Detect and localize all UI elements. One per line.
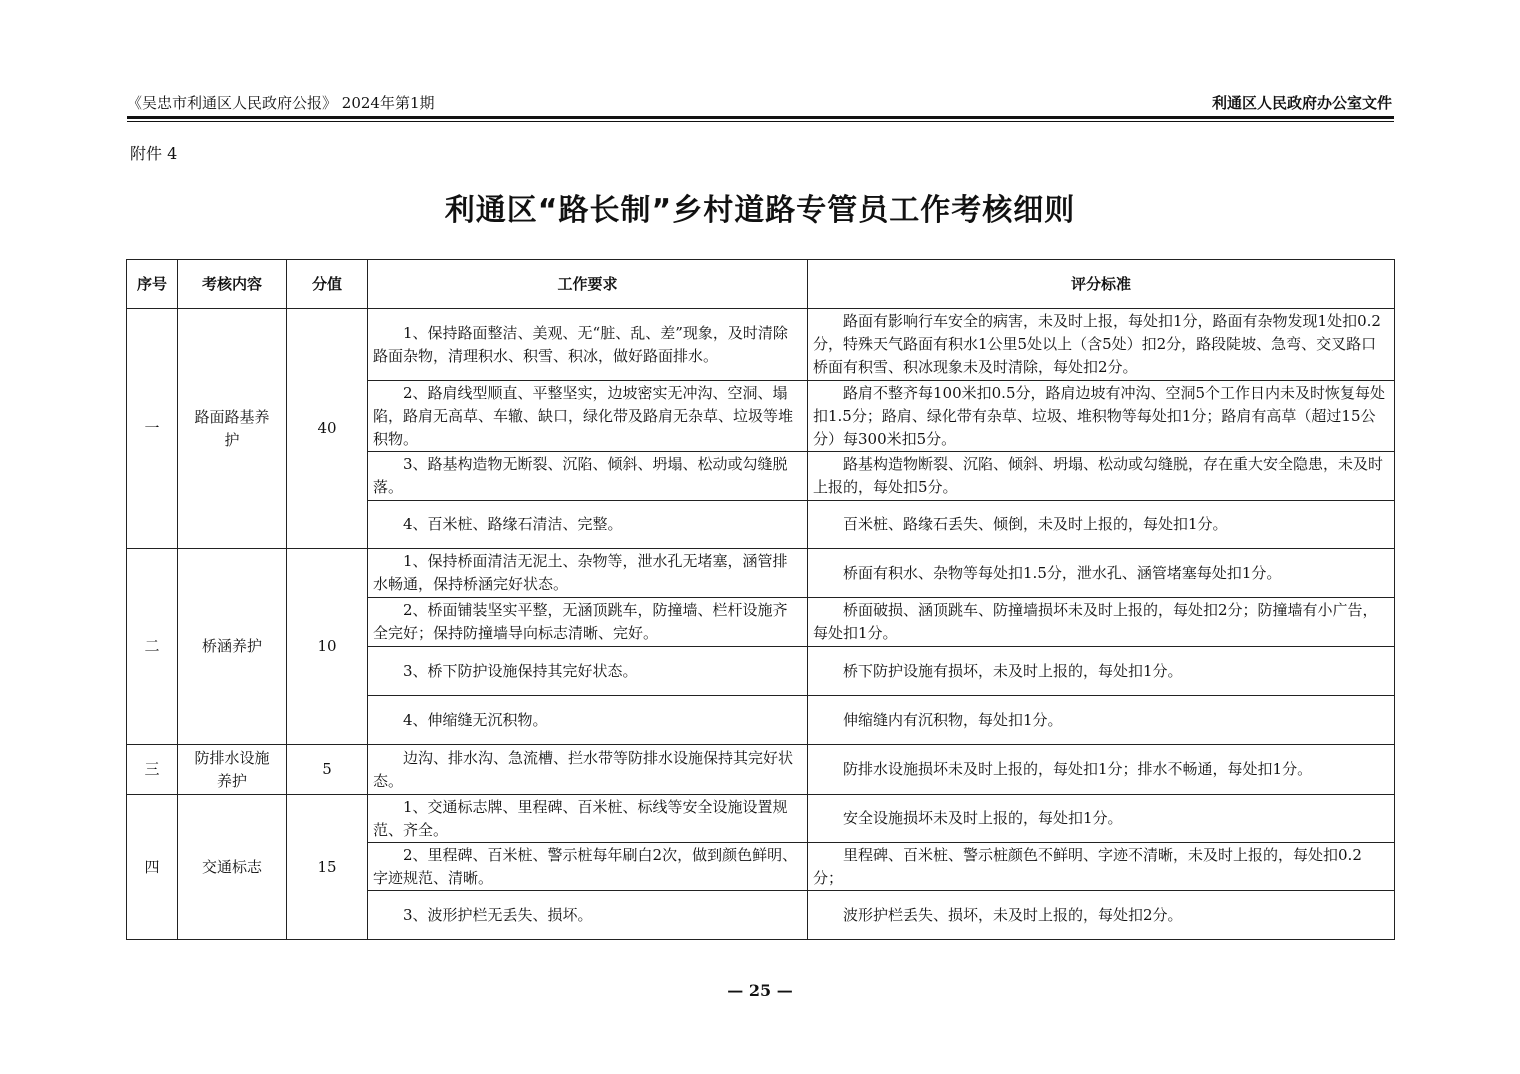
assessment-item: 防排水设施养护 [178, 745, 287, 795]
work-requirement: 1、保持桥面清洁无泥土、杂物等，泄水孔无堵塞，涵管排水畅通，保持桥涵完好状态。 [368, 549, 808, 598]
work-requirement: 4、百米桩、路缘石清洁、完整。 [368, 501, 808, 549]
header-rule-thin [127, 121, 1394, 122]
work-requirement: 边沟、排水沟、急流槽、拦水带等防排水设施保持其完好状态。 [368, 745, 808, 795]
table-row [127, 309, 1395, 381]
scoring-standard: 路肩不整齐每100米扣0.5分，路肩边坡有冲沟、空洞5个工作日内未及时恢复每处扣1.5分；路肩、绿化带有杂草、垃圾、堆积物等每处扣1分；路肩有高草（超过15公分）每300米扣5分。 [808, 381, 1395, 452]
gazette-header: 《吴忠市利通区人民政府公报》 2024年第1期 [127, 94, 435, 112]
scoring-standard: 桥下防护设施有损坏，未及时上报的，每处扣1分。 [808, 647, 1395, 696]
issuer-header: 利通区人民政府办公室文件 [1211, 94, 1392, 112]
attachment-label: 附件 4 [130, 144, 178, 163]
row-number: 一 [127, 309, 178, 549]
scoring-standard: 安全设施损坏未及时上报的，每处扣1分。 [808, 795, 1395, 843]
scoring-standard: 伸缩缝内有沉积物，每处扣1分。 [808, 696, 1395, 745]
column-header: 分值 [287, 260, 368, 309]
column-header: 工作要求 [368, 260, 808, 309]
work-requirement: 3、桥下防护设施保持其完好状态。 [368, 647, 808, 696]
row-number: 四 [127, 795, 178, 940]
column-header: 序号 [127, 260, 178, 309]
work-requirement: 4、伸缩缝无沉积物。 [368, 696, 808, 745]
work-requirement: 1、保持路面整洁、美观、无“脏、乱、差”现象，及时清除路面杂物，清理积水、积雪、积冰，做好路面排水。 [368, 309, 808, 381]
assessment-item: 桥涵养护 [178, 549, 287, 745]
table-row [127, 795, 1395, 843]
table-header-row [127, 260, 1395, 309]
scoring-standard: 波形护栏丢失、损坏，未及时上报的，每处扣2分。 [808, 891, 1395, 940]
header-rule-thick [127, 116, 1394, 119]
scoring-standard: 桥面有积水、杂物等每处扣1.5分，泄水孔、涵管堵塞每处扣1分。 [808, 549, 1395, 598]
table-row [127, 745, 1395, 795]
work-requirement: 1、交通标志牌、里程碑、百米桩、标线等安全设施设置规范、齐全。 [368, 795, 808, 843]
scoring-standard: 防排水设施损坏未及时上报的，每处扣1分；排水不畅通，每处扣1分。 [808, 745, 1395, 795]
scoring-standard: 百米桩、路缘石丢失、倾倒，未及时上报的，每处扣1分。 [808, 501, 1395, 549]
row-number: 二 [127, 549, 178, 745]
work-requirement: 2、里程碑、百米桩、警示桩每年刷白2次，做到颜色鲜明、字迹规范、清晰。 [368, 843, 808, 891]
table-row [127, 549, 1395, 598]
assessment-item: 路面路基养护 [178, 309, 287, 549]
work-requirement: 2、桥面铺装坚实平整，无涵顶跳车，防撞墙、栏杆设施齐全完好；保持防撞墙导向标志清晰、完好。 [368, 598, 808, 647]
column-header: 评分标准 [808, 260, 1395, 309]
scoring-standard: 路基构造物断裂、沉陷、倾斜、坍塌、松动或勾缝脱，存在重大安全隐患，未及时上报的，每处扣5分。 [808, 452, 1395, 501]
page-number: — 25 — [727, 981, 793, 1000]
assessment-table [126, 259, 1395, 940]
work-requirement: 3、路基构造物无断裂、沉陷、倾斜、坍塌、松动或勾缝脱落。 [368, 452, 808, 501]
score-value: 5 [287, 745, 368, 795]
scoring-standard: 里程碑、百米桩、警示桩颜色不鲜明、字迹不清晰，未及时上报的，每处扣0.2分； [808, 843, 1395, 891]
work-requirement: 3、波形护栏无丢失、损坏。 [368, 891, 808, 940]
work-requirement: 2、路肩线型顺直、平整坚实，边坡密实无冲沟、空洞、塌陷，路肩无高草、车辙、缺口，绿化带及路肩无杂草、垃圾等堆积物。 [368, 381, 808, 452]
score-value: 10 [287, 549, 368, 745]
scoring-standard: 桥面破损、涵顶跳车、防撞墙损坏未及时上报的，每处扣2分；防撞墙有小广告，每处扣1分。 [808, 598, 1395, 647]
row-number: 三 [127, 745, 178, 795]
score-value: 40 [287, 309, 368, 549]
document-title: 利通区“路长制”乡村道路专管员工作考核细则 [444, 193, 1076, 228]
column-header: 考核内容 [178, 260, 287, 309]
scoring-standard: 路面有影响行车安全的病害，未及时上报，每处扣1分，路面有杂物发现1处扣0.2分，特殊天气路面有积水1公里5处以上（含5处）扣2分，路段陡坡、急弯、交叉路口桥面有积雪、积冰现象未及时清除，每处扣2分。 [808, 309, 1395, 381]
assessment-item: 交通标志 [178, 795, 287, 940]
score-value: 15 [287, 795, 368, 940]
